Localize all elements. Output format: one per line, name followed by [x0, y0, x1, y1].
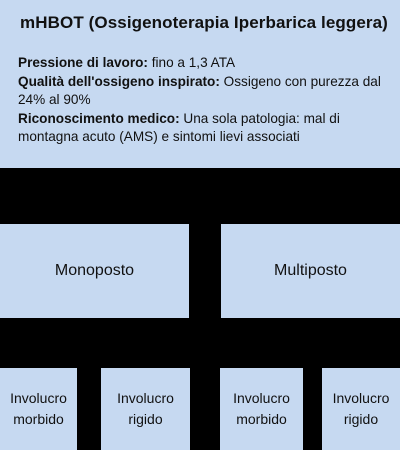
mono-soft-shell-box: [0, 368, 77, 450]
multi-rigid-shell-box: [322, 368, 400, 450]
mhbot-info-box: [0, 0, 400, 168]
leaf-line-2: rigido: [128, 411, 163, 427]
pressure-value: fino a 1,3 ATA: [147, 55, 236, 70]
medical-recognition-value: Una sola patologia: mal di montagna acuto (AMS) e sintomi lievi associati: [18, 110, 340, 144]
pressure-line: [18, 54, 390, 73]
leaf-line-2: rigido: [343, 411, 379, 427]
leaf-line-2: morbido: [13, 411, 64, 427]
medical-recognition-line: [18, 110, 390, 147]
leaf-line-2: morbido: [236, 411, 287, 427]
monoposto-box: [0, 224, 189, 318]
oxygen-quality-label: Qualità dell'ossigeno inspirato:: [18, 73, 220, 89]
leaf-line-1: Involucro: [233, 390, 290, 406]
multi-soft-shell-box: [220, 368, 303, 450]
multiposto-box: [221, 224, 400, 318]
oxygen-quality-value: Ossigeno con purezza dal 24% al 90%: [18, 73, 381, 107]
monoposto-label: Monoposto: [54, 262, 135, 279]
diagram-title: mHBOT (Ossigenoterapia Iperbarica leggera): [20, 13, 388, 32]
leaf-line-1: Involucro: [10, 390, 67, 406]
leaf-line-1: Involucro: [117, 390, 174, 406]
multiposto-label: Multiposto: [274, 262, 347, 279]
leaf-line-1: Involucro: [332, 390, 390, 406]
medical-recognition-label: Riconoscimento medico:: [18, 110, 180, 126]
pressure-label: Pressione di lavoro:: [18, 55, 148, 70]
mono-rigid-shell-box: [101, 368, 190, 450]
oxygen-quality-line: [18, 73, 390, 110]
